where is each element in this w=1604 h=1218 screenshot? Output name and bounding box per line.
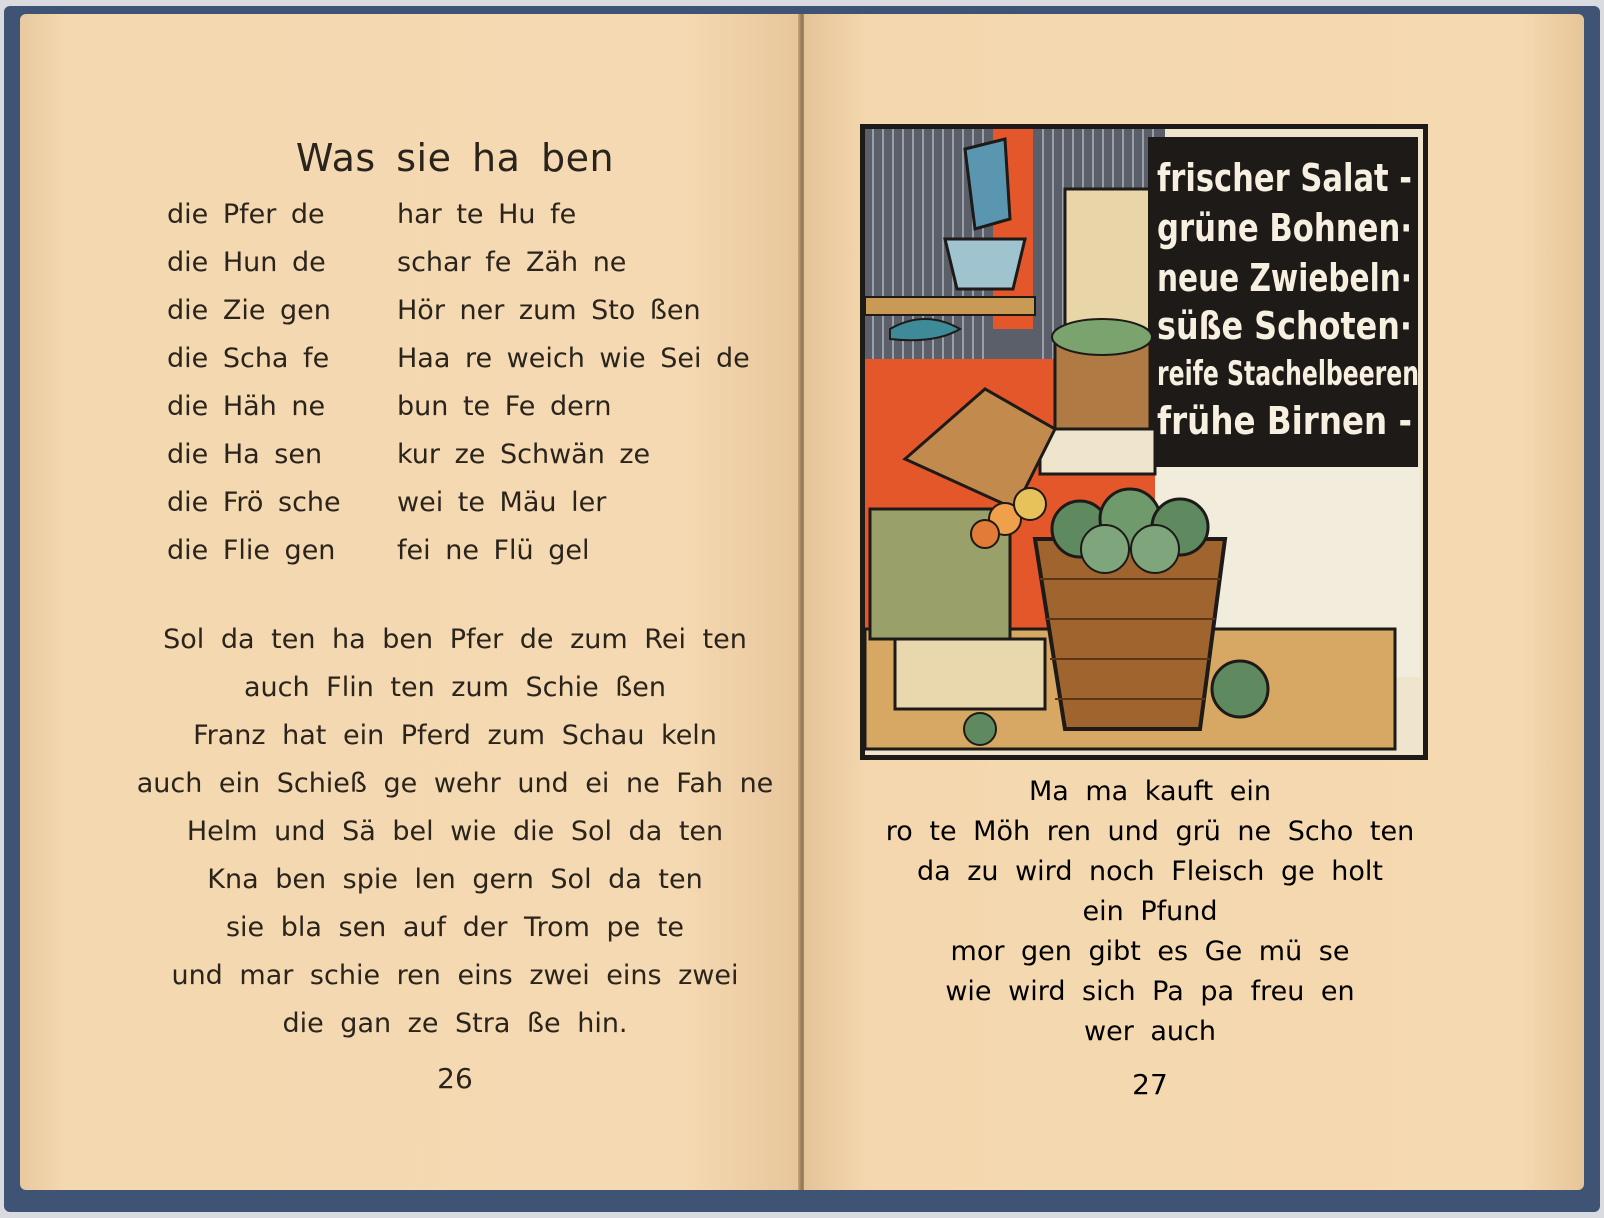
sign-line: reife Stachelbeeren: [1157, 354, 1419, 394]
crate: [1065, 189, 1155, 339]
market-illustration: [860, 124, 1428, 760]
sign-line: grüne Bohnen·: [1157, 206, 1412, 250]
left-page: [20, 14, 802, 1190]
animal-name: die Zie gen: [167, 295, 331, 326]
lettuce: [1081, 525, 1129, 573]
beans: [1052, 319, 1152, 355]
caption-line: mor gen gibt es Ge mü se: [950, 936, 1350, 967]
poem-line: die gan ze Stra ße hin.: [282, 1008, 628, 1039]
animal-name: die Flie gen: [167, 535, 336, 566]
poem-line: Franz hat ein Pferd zum Schau keln: [193, 720, 717, 751]
page-title: Was sie ha ben: [295, 136, 615, 180]
sign-line: neue Zwiebeln·: [1157, 256, 1412, 300]
scale-bowl: [945, 239, 1025, 289]
caption-line: Ma ma kauft ein: [1028, 776, 1272, 807]
poem-line: und mar schie ren eins zwei eins zwei: [171, 960, 739, 991]
poem-line: auch Flin ten zum Schie ßen: [243, 672, 666, 703]
animal-feature: schar fe Zäh ne: [397, 247, 627, 278]
animal-feature: fei ne Flü gel: [397, 535, 590, 566]
page-number: 27: [1132, 1068, 1168, 1101]
white-basket: [895, 639, 1045, 709]
market-scene-image: [865, 129, 1423, 755]
lettuce-basket: [1035, 539, 1225, 729]
scale-base: [865, 297, 1035, 315]
caption-line: ein Pfund: [1082, 896, 1218, 927]
animal-name: die Frö sche: [167, 487, 341, 518]
animal-name: die Scha fe: [167, 343, 330, 374]
loose-lettuce: [964, 713, 996, 745]
poem-line: Kna ben spie len gern Sol da ten: [207, 864, 703, 895]
poem-line: sie bla sen auf der Trom pe te: [225, 912, 685, 943]
poem-line: auch ein Schieß ge wehr und ei ne Fah ne: [136, 768, 774, 799]
caption-text: [880, 772, 1420, 1052]
caption-line: wer auch: [1084, 1016, 1216, 1047]
animal-name: die Ha sen: [167, 439, 323, 470]
animal-name: die Häh ne: [167, 391, 326, 422]
sign-line: frühe Birnen -: [1157, 399, 1412, 443]
sign-line: süße Schoten·: [1157, 304, 1412, 348]
poem-line: Helm und Sä bel wie die Sol da ten: [186, 816, 724, 847]
animal-feature: Haa re weich wie Sei de: [397, 343, 750, 374]
box: [1040, 429, 1155, 474]
caption-line: wie wird sich Pa pa freu en: [945, 976, 1355, 1007]
soldier-poem: [20, 616, 890, 1048]
caption-line: ro te Möh ren und grü ne Scho ten: [885, 816, 1415, 847]
animal-feature: Hör ner zum Sto ßen: [397, 295, 701, 326]
animal-name: die Hun de: [167, 247, 326, 278]
animal-feature: kur ze Schwän ze: [397, 439, 651, 470]
pear: [1014, 488, 1046, 520]
lettuce: [1131, 525, 1179, 573]
animal-feature: wei te Mäu ler: [397, 487, 607, 518]
page-number: 26: [437, 1062, 473, 1095]
loose-lettuce: [1212, 661, 1268, 717]
animal-feature: bun te Fe dern: [397, 391, 612, 422]
caption-line: da zu wird noch Fleisch ge holt: [916, 856, 1384, 887]
sign-line: frischer Salat -: [1157, 156, 1412, 200]
pear: [971, 520, 999, 548]
poem-line: Sol da ten ha ben Pfer de zum Rei ten: [163, 624, 747, 655]
animal-feature: har te Hu fe: [397, 199, 577, 230]
animal-name: die Pfer de: [167, 199, 325, 230]
